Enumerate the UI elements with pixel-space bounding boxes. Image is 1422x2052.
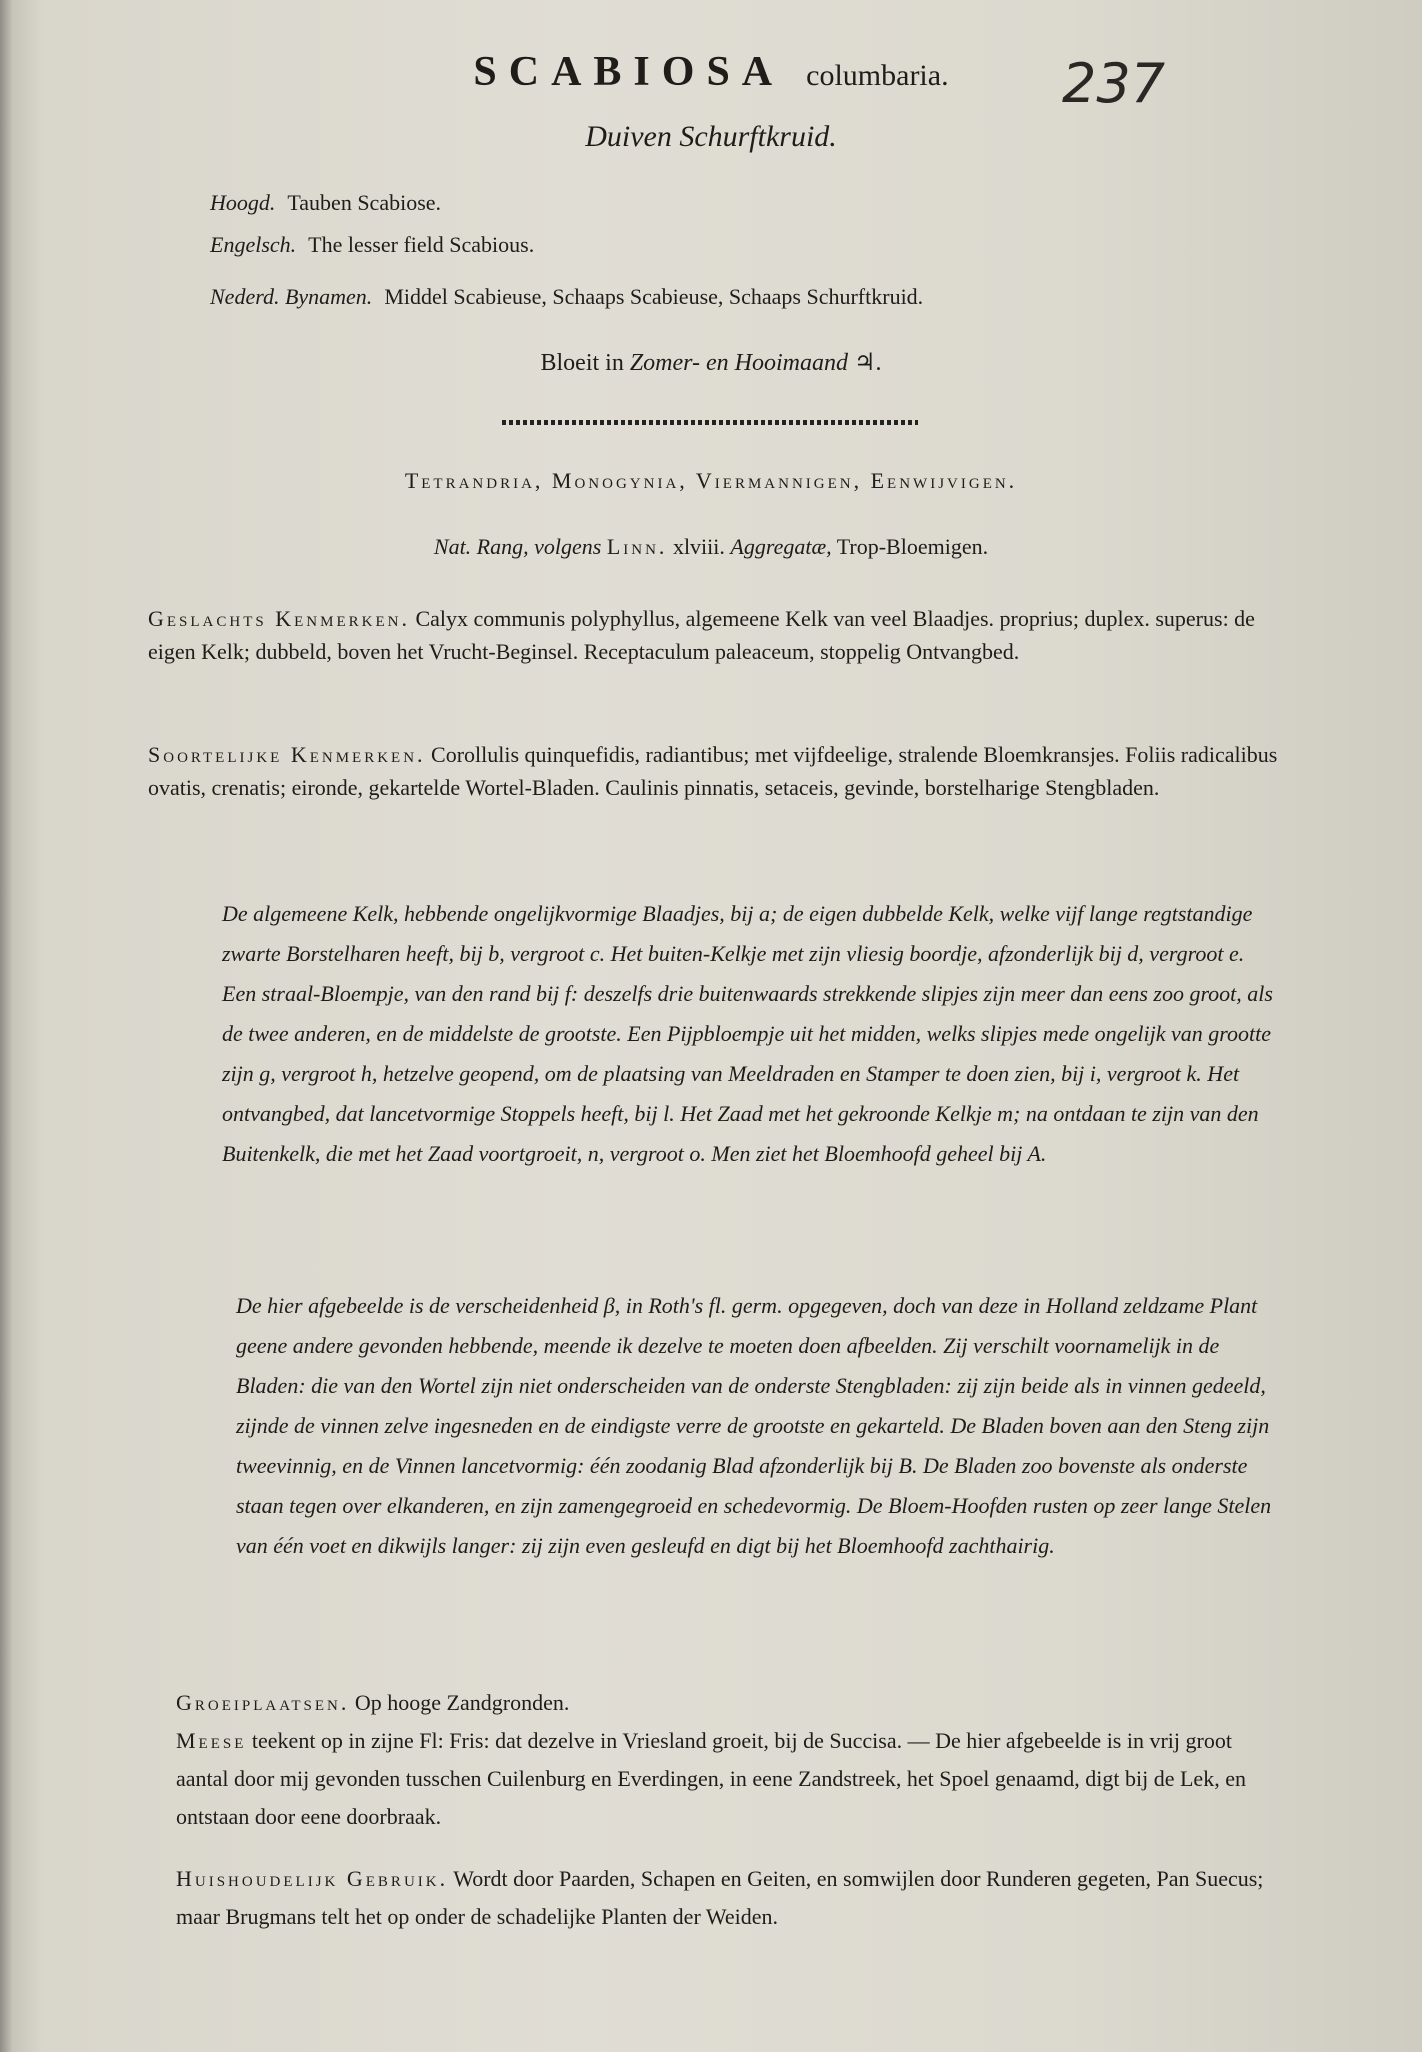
synonym-hoogd bbox=[210, 190, 441, 216]
title bbox=[0, 48, 1422, 96]
natural-rank bbox=[0, 534, 1422, 560]
common-name: Duiven Schurftkruid. bbox=[585, 120, 837, 153]
growing-places-line: Op hooge Zandgronden. bbox=[354, 1690, 570, 1715]
section-heading: Groeiplaatsen. bbox=[176, 1690, 350, 1715]
synonym-label: Nederd. Bynamen. bbox=[210, 284, 373, 309]
section-text: Corollulis quinquefidis, radiantibus; met vijfdeelige, stralende Bloemkransjes. Foliis radicalibus ovatis, crenatis; eironde, gekartelde Wortel-Bladen. Caulinis pinnatis, setaceis, gevinde, borstelharige Stengbladen. bbox=[148, 742, 1278, 800]
natrang-number: xlviii. bbox=[672, 534, 725, 559]
bloei-months: Zomer- en Hooimaand bbox=[629, 350, 848, 376]
synonym-text: The lesser field Scabious. bbox=[308, 232, 535, 257]
author-meese: Meese bbox=[176, 1728, 247, 1753]
synonym-label: Engelsch. bbox=[210, 232, 297, 257]
synonym-label: Hoogd. bbox=[210, 190, 276, 215]
natrang-group: Aggregatæ, bbox=[730, 534, 832, 559]
perennial-symbol: ♃. bbox=[854, 350, 882, 376]
synonym-nederd bbox=[210, 284, 923, 310]
household-use bbox=[176, 1860, 1282, 1936]
growing-places bbox=[176, 1684, 1282, 1836]
linnaean-classification: Tetrandria, Monogynia, Viermannigen, Eenwijvigen. bbox=[404, 468, 1018, 493]
plate-description: De algemeene Kelk, hebbende ongelijkvormige Blaadjes, bij a; de eigen dubbelde Kelk, welke vijf lange regtstandige zwarte Borstelharen heeft, bij b, vergroot c. Het buiten-Kelkje met zijn vliesig boordje, afzonderlijk bij d, vergroot e. Een straal-Bloempje, van den rand bij f: deszelfs drie buitenwaards strekkende slipjes zijn meer dan eens zoo groot, als de twee anderen, en de middelste de grootste. Een Pijpbloempje uit het midden, welks slipjes mede ongelijk van grootte zijn g, vergroot h, hetzelve geopend, om de plaatsing van Meeldraden en Stamper te doen zien, bij i, vergroot k. Het ontvangbed, dat lancetvormige Stoppels heeft, bij l. Het Zaad met het gekroonde Kelkje m; na ontdaan te zijn van den Buitenkelk, die met het Zaad voortgroeit, n, vergroot o. Men ziet het Bloemhoofd geheel bij A. bbox=[222, 901, 1273, 1166]
natrang-author: Linn. bbox=[606, 534, 668, 559]
genus-name: SCABIOSA bbox=[473, 49, 785, 95]
handwritten-page-number: 237 bbox=[1062, 52, 1166, 115]
synonym-engelsch bbox=[210, 232, 534, 258]
page-gutter bbox=[0, 0, 12, 2052]
genus-characters bbox=[148, 602, 1278, 668]
bloei-lead: Bloeit in bbox=[540, 350, 624, 376]
section-heading: Geslachts Kenmerken. bbox=[148, 606, 410, 631]
section-text: Wordt door Paarden, Schapen en Geiten, en somwijlen door Runderen gegeten, Pan Suecus; maar Brugmans telt het op onder de schadelijke Planten der Weiden. bbox=[176, 1866, 1264, 1929]
flowering-time bbox=[0, 348, 1422, 377]
species-epithet: columbaria. bbox=[806, 59, 949, 92]
natrang-lead: Nat. Rang, volgens bbox=[433, 534, 602, 559]
species-characters bbox=[148, 738, 1278, 804]
variety-paragraph: De hier afgebeelde is de verscheidenheid β, in Roth's fl. germ. opgegeven, doch van deze in Holland zeldzame Plant geene andere gevonden hebbende, meende ik dezelve te moeten doen afbeelden. Zij verschilt voornamelijk in de Bladen: die van den Wortel zijn niet onderscheiden van de onderste Stengbladen: zij zijn beide als in vinnen gedeeld, zijnde de vinnen zelve ingesneden en de eindigste verre de grootste en gekarteld. De Bladen boven aan den Steng zijn tweevinnig, en de Vinnen lancetvormig: één zoodanig Blad afzonderlijk bij B. De Bladen zoo bovenste als onderste staan tegen over elkanderen, en zijn zamengegroeid en schedevormig. De Bloem-Hoofden rusten op zeer lange Stelen van één voet en dikwijls langer: zij zijn even gesleufd en digt bij het Bloemhoofd zachthairig. bbox=[236, 1293, 1272, 1558]
section-heading: Soortelijke Kenmerken. bbox=[148, 742, 426, 767]
synonym-text: Middel Scabieuse, Schaaps Scabieuse, Schaaps Schurftkruid. bbox=[384, 284, 924, 309]
dotted-divider bbox=[502, 420, 918, 425]
section-heading: Huishoudelijk Gebruik. bbox=[176, 1866, 449, 1891]
section-text: Calyx communis polyphyllus, algemeene Kelk van veel Blaadjes. proprius; duplex. superus: de eigen Kelk; dubbeld, boven het Vrucht-Beginsel. Receptaculum paleaceum, stoppelig Ontvangbed. bbox=[148, 606, 1255, 664]
section-text: teekent op in zijne Fl: Fris: dat dezelve in Vriesland groeit, bij de Succisa. — De hier afgebeelde is in vrij groot aantal door mij gevonden tusschen Cuilenburg en Everdingen, in eene Zandstreek, het Spoel genaamd, digt bij de Lek, en ontstaan door eene doorbraak. bbox=[176, 1728, 1246, 1829]
natrang-rest: Trop-Bloemigen. bbox=[836, 534, 989, 559]
synonym-text: Tauben Scabiose. bbox=[287, 190, 442, 215]
